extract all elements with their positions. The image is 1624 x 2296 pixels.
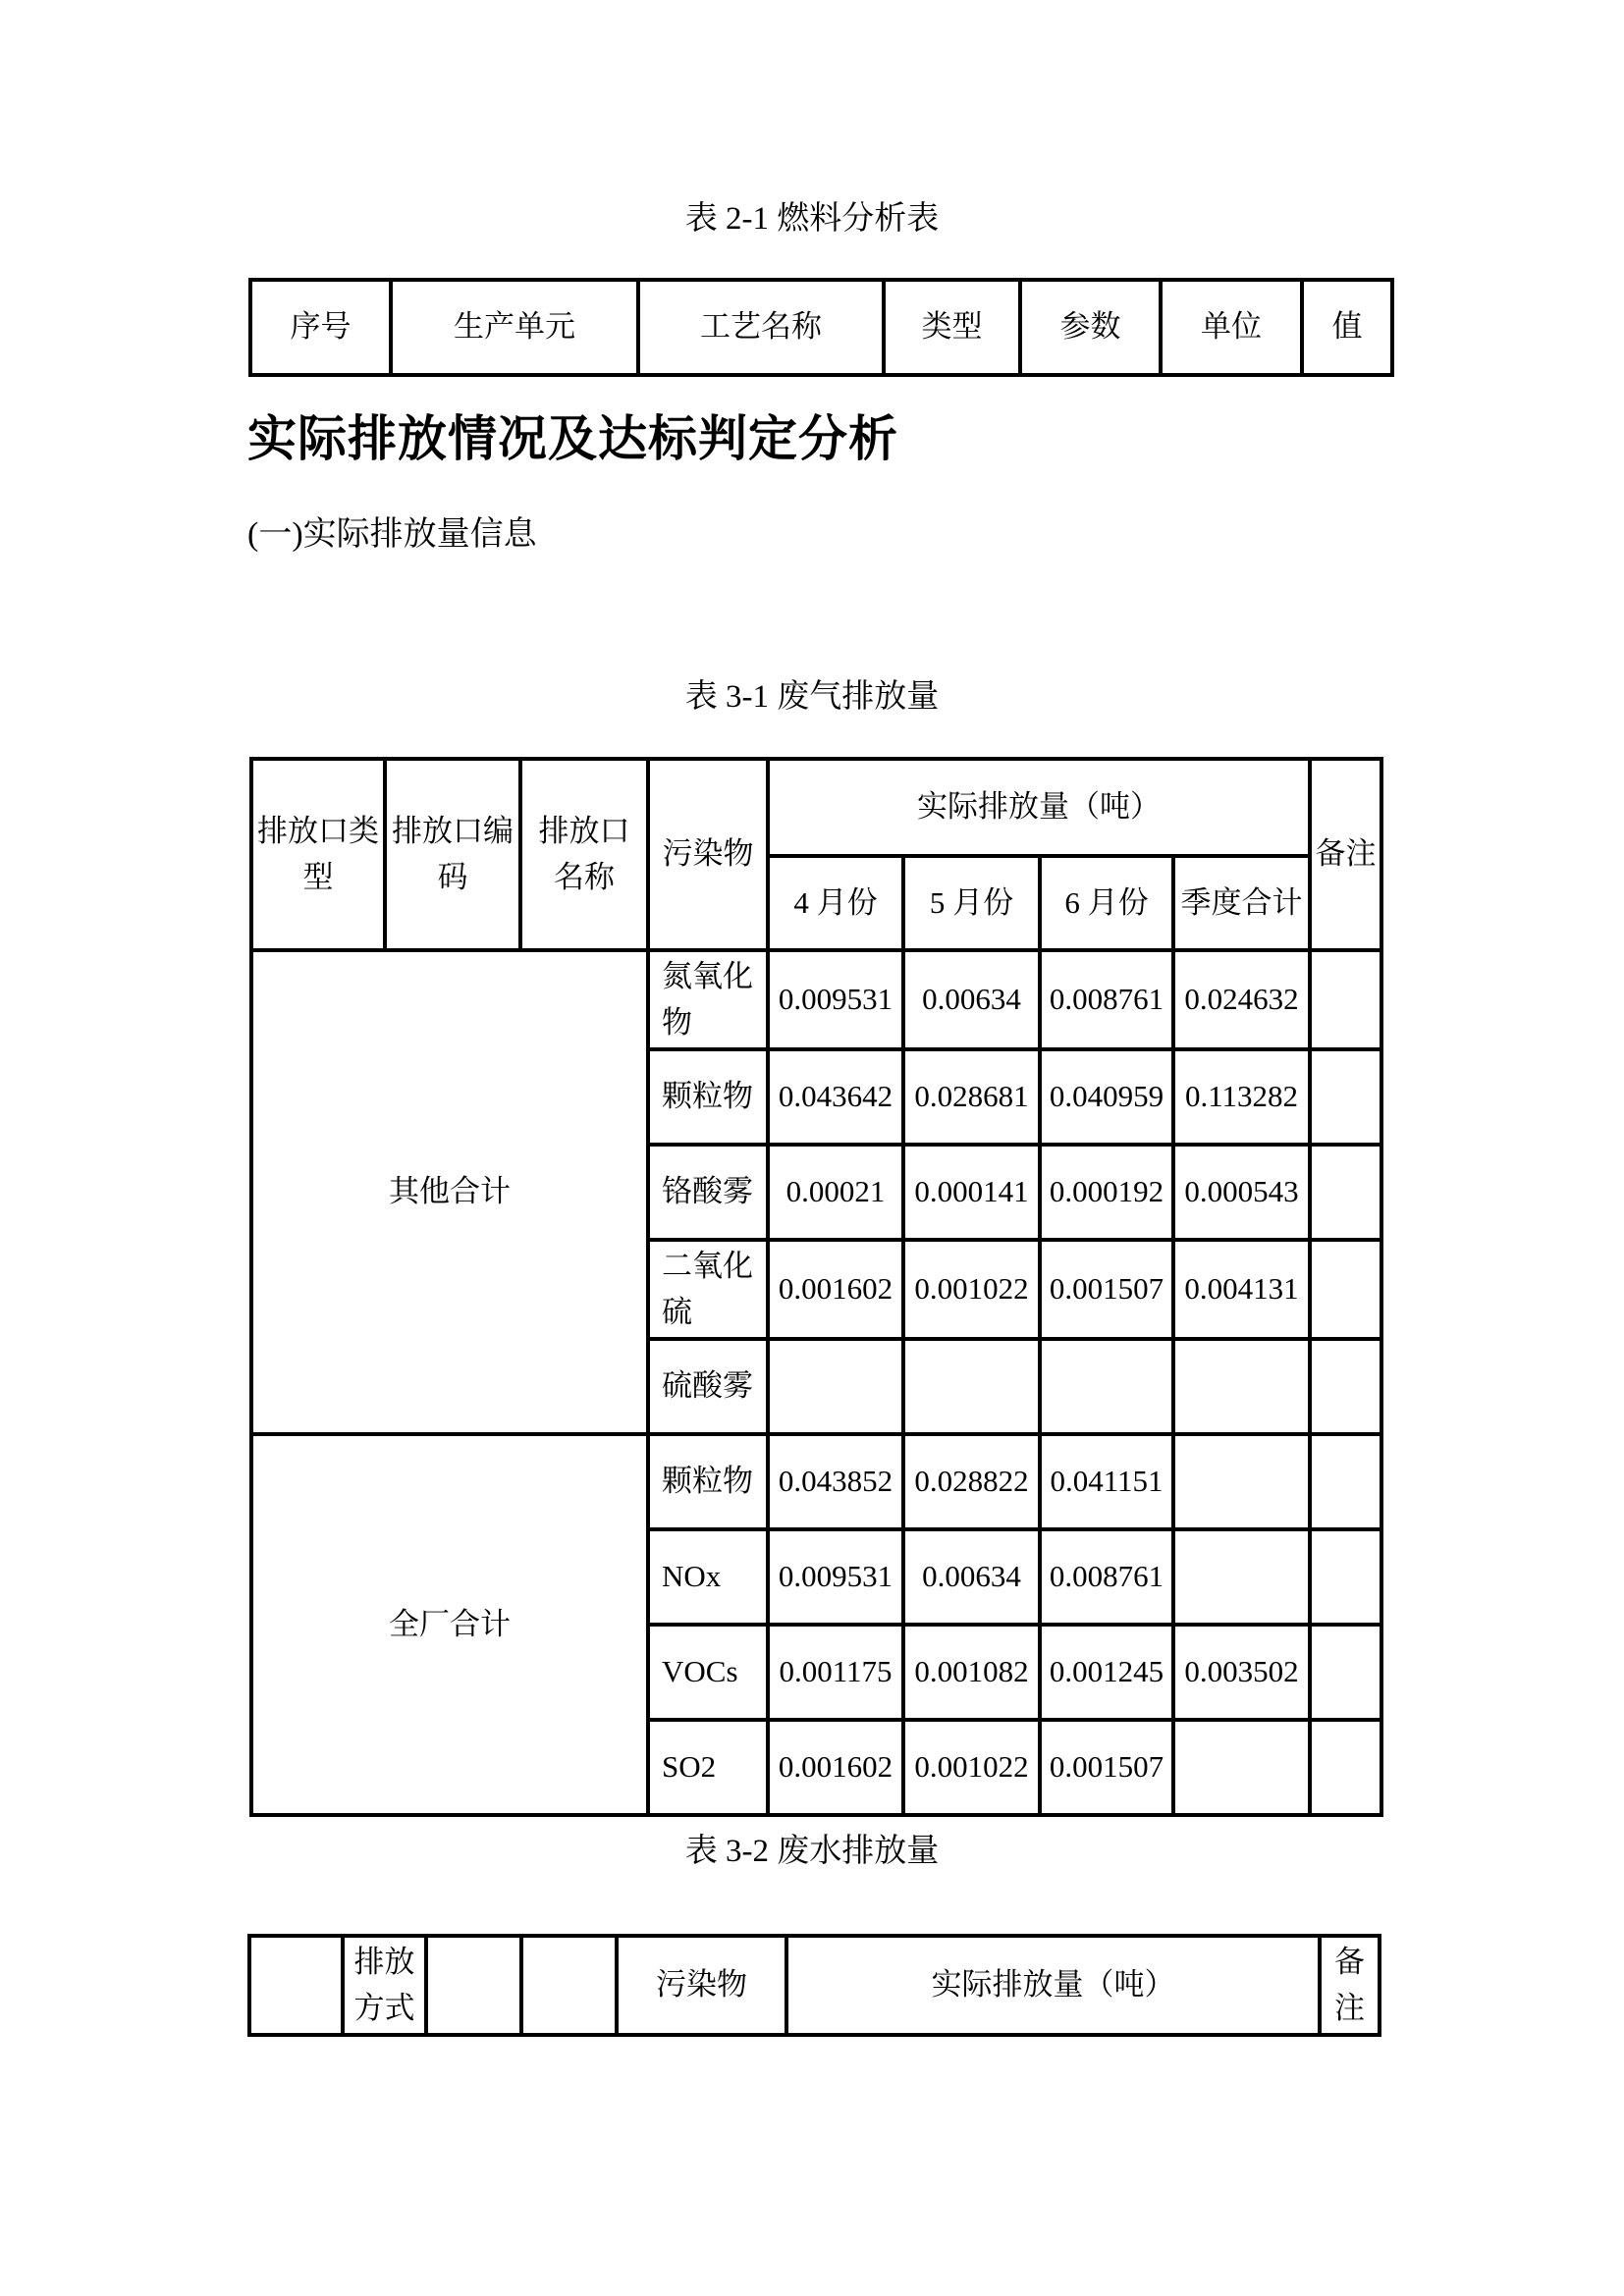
value-cell-april: 0.009531 bbox=[768, 950, 903, 1049]
value-cell-june: 0.000192 bbox=[1040, 1145, 1173, 1240]
remark-cell bbox=[1310, 1529, 1381, 1625]
fuel-analysis-table bbox=[248, 278, 1394, 377]
value-cell-april bbox=[768, 1339, 903, 1434]
remark-cell bbox=[1310, 1145, 1381, 1240]
value-cell-quarter-total bbox=[1173, 1434, 1310, 1529]
value-cell-may: 0.028681 bbox=[903, 1049, 1040, 1145]
value-cell-june: 0.040959 bbox=[1040, 1049, 1173, 1145]
value-cell-may: 0.00634 bbox=[903, 1529, 1040, 1625]
value-cell-april: 0.001602 bbox=[768, 1240, 903, 1339]
value-cell-quarter-total: 0.004131 bbox=[1173, 1240, 1310, 1339]
remark-cell bbox=[1310, 1625, 1381, 1720]
sub-heading: (一)实际排放量信息 bbox=[247, 516, 537, 553]
value-cell-april: 0.043642 bbox=[768, 1049, 903, 1145]
empty-cell bbox=[521, 1936, 617, 2035]
header-cell-parameter: 参数 bbox=[1020, 280, 1161, 375]
waste-gas-emission-table bbox=[249, 757, 1383, 1817]
pollutant-cell: SO2 bbox=[648, 1720, 768, 1815]
table-header-row bbox=[249, 1936, 1380, 2035]
value-cell-june: 0.001245 bbox=[1040, 1625, 1173, 1720]
header-cell-discharge-method: 排放方式 bbox=[343, 1936, 426, 2035]
header-cell-value: 值 bbox=[1302, 280, 1392, 375]
group-cell-plant-total: 全厂合计 bbox=[251, 1434, 648, 1815]
remark-cell bbox=[1310, 1240, 1381, 1339]
header-cell-month-may: 5 月份 bbox=[903, 856, 1040, 950]
table-3-2-caption: 表 3-2 废水排放量 bbox=[684, 1834, 940, 1869]
pollutant-cell: VOCs bbox=[648, 1625, 768, 1720]
pollutant-cell: 氮氧化物 bbox=[648, 950, 768, 1049]
value-cell-april: 0.009531 bbox=[768, 1529, 903, 1625]
table-header-row bbox=[250, 280, 1392, 375]
empty-cell bbox=[249, 1936, 343, 2035]
value-cell-may: 0.001022 bbox=[903, 1240, 1040, 1339]
table-3-1-caption: 表 3-1 废气排放量 bbox=[684, 679, 940, 715]
remark-cell bbox=[1310, 1339, 1381, 1434]
value-cell-quarter-total: 0.000543 bbox=[1173, 1145, 1310, 1240]
value-cell-april: 0.001175 bbox=[768, 1625, 903, 1720]
table-2-1-caption: 表 2-1 燃料分析表 bbox=[684, 201, 940, 237]
value-cell-june: 0.001507 bbox=[1040, 1720, 1173, 1815]
empty-cell bbox=[426, 1936, 521, 2035]
remark-cell bbox=[1310, 950, 1381, 1049]
value-cell-may bbox=[903, 1339, 1040, 1434]
value-cell-quarter-total bbox=[1173, 1529, 1310, 1625]
header-cell-outlet-type: 排放口类型 bbox=[251, 759, 385, 950]
header-cell-unit: 生产单元 bbox=[391, 280, 638, 375]
value-cell-quarter-total bbox=[1173, 1720, 1310, 1815]
header-cell-month-april: 4 月份 bbox=[768, 856, 903, 950]
header-cell-actual-emission: 实际排放量（吨） bbox=[768, 759, 1310, 856]
pollutant-cell: 颗粒物 bbox=[648, 1434, 768, 1529]
header-cell-unit-of-measure: 单位 bbox=[1161, 280, 1302, 375]
pollutant-cell: 颗粒物 bbox=[648, 1049, 768, 1145]
header-cell-pollutant: 污染物 bbox=[617, 1936, 786, 2035]
header-cell-pollutant: 污染物 bbox=[648, 759, 768, 950]
remark-cell bbox=[1310, 1720, 1381, 1815]
header-cell-process: 工艺名称 bbox=[638, 280, 884, 375]
value-cell-june: 0.001507 bbox=[1040, 1240, 1173, 1339]
pollutant-cell: 二氧化硫 bbox=[648, 1240, 768, 1339]
header-cell-outlet-name: 排放口名称 bbox=[520, 759, 648, 950]
value-cell-june: 0.008761 bbox=[1040, 950, 1173, 1049]
value-cell-may: 0.028822 bbox=[903, 1434, 1040, 1529]
header-cell-remark: 备注 bbox=[1320, 1936, 1380, 2035]
value-cell-may: 0.00634 bbox=[903, 950, 1040, 1049]
value-cell-quarter-total bbox=[1173, 1339, 1310, 1434]
value-cell-quarter-total: 0.003502 bbox=[1173, 1625, 1310, 1720]
header-cell-outlet-code: 排放口编码 bbox=[385, 759, 520, 950]
header-cell-month-june: 6 月份 bbox=[1040, 856, 1173, 950]
header-cell-seq: 序号 bbox=[250, 280, 391, 375]
header-cell-actual-emission: 实际排放量（吨） bbox=[786, 1936, 1320, 2035]
remark-cell bbox=[1310, 1434, 1381, 1529]
value-cell-may: 0.000141 bbox=[903, 1145, 1040, 1240]
waste-water-emission-table bbox=[247, 1934, 1381, 2037]
pollutant-cell: NOx bbox=[648, 1529, 768, 1625]
pollutant-cell: 硫酸雾 bbox=[648, 1339, 768, 1434]
table-row bbox=[251, 950, 1381, 1049]
header-cell-quarter-total: 季度合计 bbox=[1173, 856, 1310, 950]
remark-cell bbox=[1310, 1049, 1381, 1145]
table-header-row-1 bbox=[251, 759, 1381, 856]
header-cell-remark: 备注 bbox=[1310, 759, 1381, 950]
value-cell-may: 0.001082 bbox=[903, 1625, 1040, 1720]
header-cell-type: 类型 bbox=[884, 280, 1020, 375]
value-cell-june bbox=[1040, 1339, 1173, 1434]
pollutant-cell: 铬酸雾 bbox=[648, 1145, 768, 1240]
value-cell-quarter-total: 0.113282 bbox=[1173, 1049, 1310, 1145]
section-heading: 实际排放情况及达标判定分析 bbox=[247, 411, 898, 466]
value-cell-april: 0.001602 bbox=[768, 1720, 903, 1815]
value-cell-june: 0.008761 bbox=[1040, 1529, 1173, 1625]
table-row bbox=[251, 1434, 1381, 1529]
group-cell-other-total: 其他合计 bbox=[251, 950, 648, 1434]
value-cell-april: 0.043852 bbox=[768, 1434, 903, 1529]
value-cell-may: 0.001022 bbox=[903, 1720, 1040, 1815]
value-cell-quarter-total: 0.024632 bbox=[1173, 950, 1310, 1049]
value-cell-april: 0.00021 bbox=[768, 1145, 903, 1240]
value-cell-june: 0.041151 bbox=[1040, 1434, 1173, 1529]
